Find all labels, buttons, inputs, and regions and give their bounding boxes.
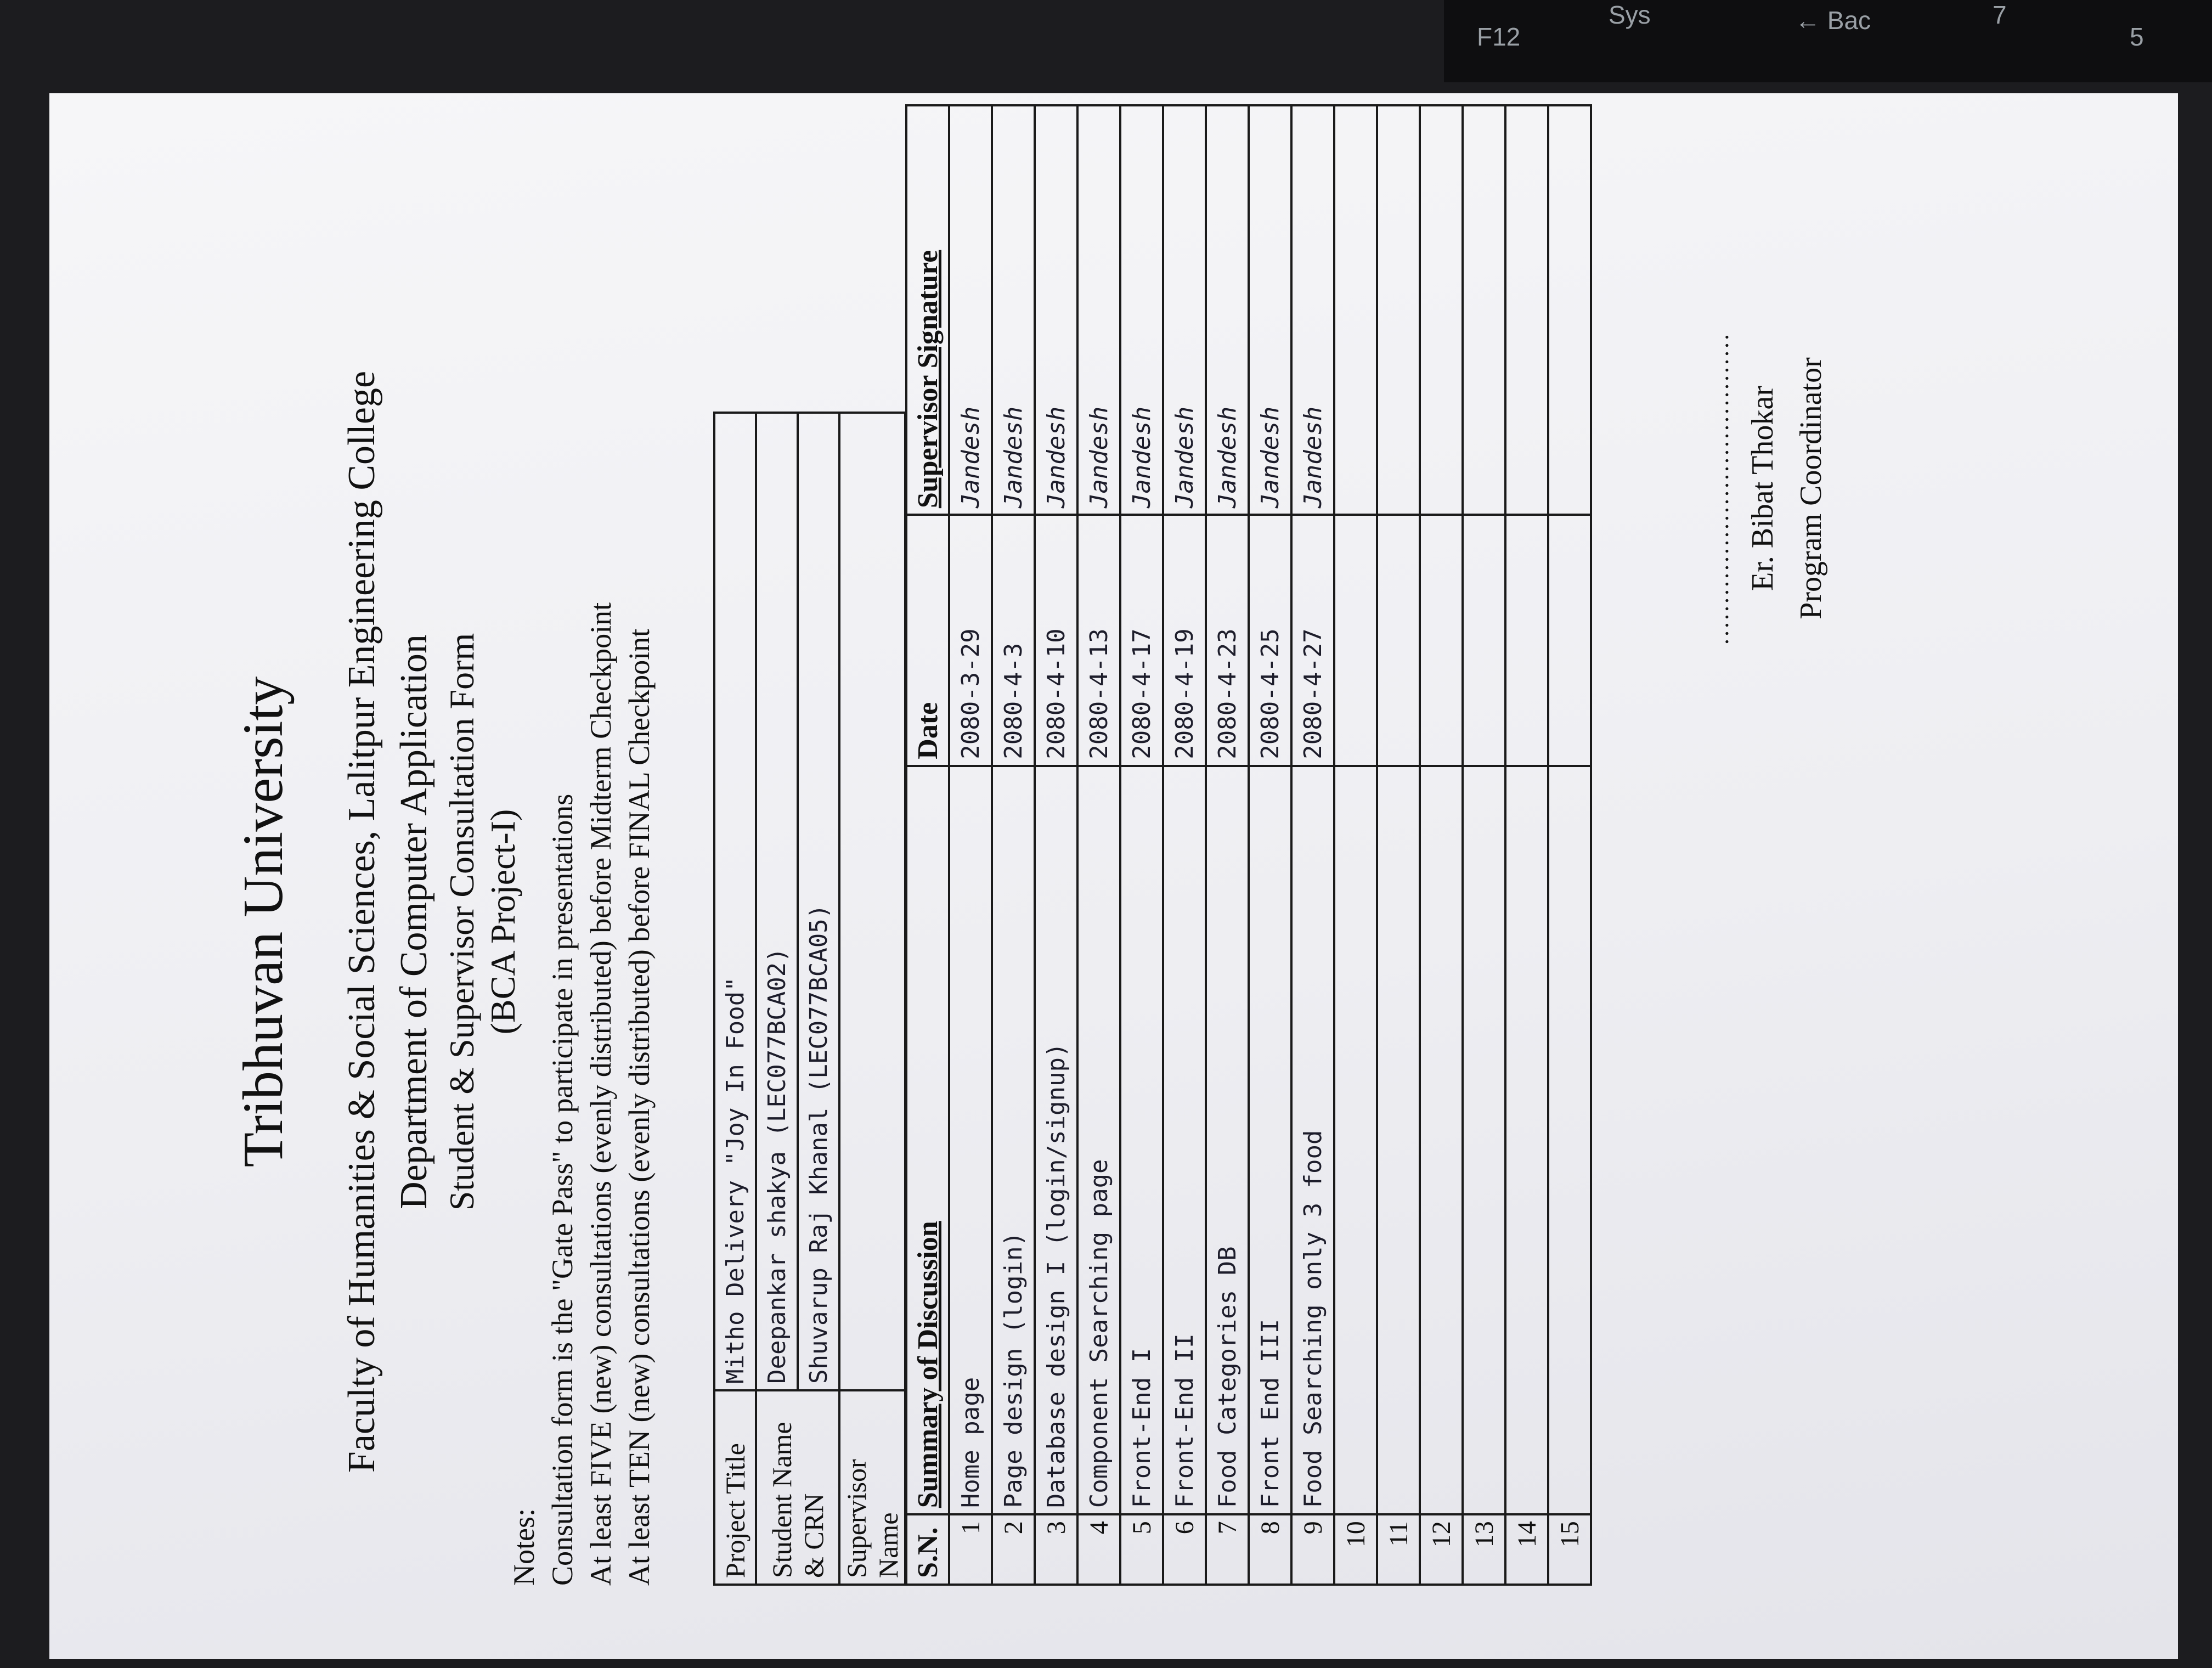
row-signature: Jandesh <box>1035 105 1077 515</box>
table-row <box>1206 105 1249 1585</box>
table-row <box>1505 105 1548 1585</box>
row-signature: Jandesh <box>949 105 992 515</box>
table-row <box>1334 105 1377 1585</box>
table-row <box>1163 105 1206 1585</box>
table-row <box>1291 105 1334 1585</box>
project-title-label: Project Title <box>714 1390 756 1585</box>
student-2: Shuvarup Raj Khanal (LEC077BCA05) <box>798 413 839 1390</box>
header-date: Date <box>906 515 949 766</box>
consultation-table <box>905 104 1592 1586</box>
note-line: Consultation form is the "Gate Pass" to participate in presentations <box>546 793 579 1586</box>
row-sn: 12 <box>1420 1514 1463 1585</box>
row-date <box>1505 515 1548 766</box>
row-sn: 6 <box>1163 1514 1206 1585</box>
row-sn: 13 <box>1463 1514 1505 1585</box>
supervisor-value <box>839 413 905 1390</box>
department-title: Department of Computer Application <box>393 634 435 1209</box>
row-date: 2080-4-3 <box>992 515 1035 766</box>
row-signature: Jandesh <box>1291 105 1334 515</box>
row-sn: 2 <box>992 1514 1035 1585</box>
row-signature <box>1334 105 1377 515</box>
university-title: Tribhuvan University <box>232 676 295 1168</box>
table-row <box>1548 105 1591 1585</box>
coordinator-name: Er. Bibat Thokar <box>1746 386 1780 591</box>
row-summary: Food Searching only 3 food <box>1291 766 1334 1514</box>
row-date: 2080-4-17 <box>1120 515 1163 766</box>
project-title-row <box>714 413 756 1585</box>
row-summary <box>1420 766 1463 1514</box>
row-sn: 10 <box>1334 1514 1377 1585</box>
coordinator-role: Program Coordinator <box>1794 357 1828 619</box>
note-line: At least TEN (new) consultations (evenly distributed) before FINAL Checkpoint <box>623 628 656 1586</box>
table-row <box>1377 105 1420 1585</box>
row-signature: Jandesh <box>1206 105 1249 515</box>
table-row <box>1420 105 1463 1585</box>
row-summary: Component Searching page <box>1077 766 1120 1514</box>
student-label: Student Name & CRN <box>756 1390 839 1585</box>
row-signature <box>1377 105 1420 515</box>
row-sn: 14 <box>1505 1514 1548 1585</box>
row-signature: Jandesh <box>1077 105 1120 515</box>
row-summary <box>1548 766 1591 1514</box>
table-row <box>1463 105 1505 1585</box>
row-sn: 9 <box>1291 1514 1334 1585</box>
notes-section <box>505 602 658 1586</box>
key-5: 5 <box>2130 22 2144 51</box>
form-title: Student & Supervisor Consultation Form <box>442 633 481 1211</box>
row-date: 2080-4-25 <box>1249 515 1291 766</box>
project-info-table <box>713 412 906 1586</box>
row-summary: Front End III <box>1249 766 1291 1514</box>
row-date: 2080-4-27 <box>1291 515 1334 766</box>
row-sn: 11 <box>1377 1514 1420 1585</box>
row-summary: Front-End II <box>1163 766 1206 1514</box>
row-summary <box>1334 766 1377 1514</box>
row-signature <box>1463 105 1505 515</box>
row-signature: Jandesh <box>1163 105 1206 515</box>
row-signature <box>1420 105 1463 515</box>
table-row <box>1249 105 1291 1585</box>
row-summary: Food Categories DB <box>1206 766 1249 1514</box>
note-line: At least FIVE (new) consultations (evenly distributed) before Midterm Checkpoint <box>584 602 617 1586</box>
row-sn: 5 <box>1120 1514 1163 1585</box>
row-signature <box>1505 105 1548 515</box>
row-date: 2080-3-29 <box>949 515 992 766</box>
row-signature: Jandesh <box>1120 105 1163 515</box>
consultation-form <box>137 176 1828 1668</box>
row-date: 2080-4-19 <box>1163 515 1206 766</box>
key-backspace: ← Bac <box>1795 6 1871 35</box>
student-1: Deepankar shakya (LEC077BCA02) <box>756 413 798 1390</box>
header-sn: S.N. <box>906 1514 949 1585</box>
row-summary: Front-End I <box>1120 766 1163 1514</box>
key-7: 7 <box>1993 1 2007 29</box>
table-row <box>1120 105 1163 1585</box>
table-row <box>992 105 1035 1585</box>
row-sn: 4 <box>1077 1514 1120 1585</box>
coordinator-signature-block <box>1706 241 1829 735</box>
row-date: 2080-4-10 <box>1035 515 1077 766</box>
table-row <box>949 105 992 1585</box>
row-summary <box>1463 766 1505 1514</box>
paper-sheet <box>49 93 2178 1659</box>
table-header-row <box>906 105 949 1585</box>
row-summary: Home page <box>949 766 992 1514</box>
row-signature: Jandesh <box>992 105 1035 515</box>
notes-heading: Notes: <box>507 1508 540 1586</box>
row-sn: 1 <box>949 1514 992 1585</box>
row-sn: 3 <box>1035 1514 1077 1585</box>
table-row <box>1035 105 1077 1585</box>
row-date <box>1420 515 1463 766</box>
keyboard-background <box>1444 0 2212 82</box>
row-summary: Database design I (login/signup) <box>1035 766 1077 1514</box>
row-date <box>1334 515 1377 766</box>
student-row <box>756 413 798 1585</box>
row-date: 2080-4-23 <box>1206 515 1249 766</box>
signature-line: ...................................... <box>1707 332 1734 645</box>
project-title-value: Mitho Delivery "Joy In Food" <box>714 413 756 1390</box>
row-date <box>1377 515 1420 766</box>
supervisor-row <box>839 413 905 1585</box>
row-summary: Page design (login) <box>992 766 1035 1514</box>
key-f12: F12 <box>1477 22 1521 51</box>
row-date: 2080-4-13 <box>1077 515 1120 766</box>
header-signature: Supervisor Signature <box>906 105 949 515</box>
row-date <box>1548 515 1591 766</box>
row-summary <box>1505 766 1548 1514</box>
row-signature: Jandesh <box>1249 105 1291 515</box>
row-sn: 8 <box>1249 1514 1291 1585</box>
row-signature <box>1548 105 1591 515</box>
row-summary <box>1377 766 1420 1514</box>
row-date <box>1463 515 1505 766</box>
faculty-title: Faculty of Humanities & Social Sciences, Lalitpur Engineering College <box>341 370 383 1473</box>
supervisor-label: Supervisor Name <box>839 1390 905 1585</box>
course-title: (BCA Project-I) <box>483 809 522 1035</box>
table-row <box>1077 105 1120 1585</box>
header-summary: Summary of Discussion <box>906 766 949 1514</box>
key-sys: Sys <box>1609 1 1651 29</box>
row-sn: 15 <box>1548 1514 1591 1585</box>
row-sn: 7 <box>1206 1514 1249 1585</box>
